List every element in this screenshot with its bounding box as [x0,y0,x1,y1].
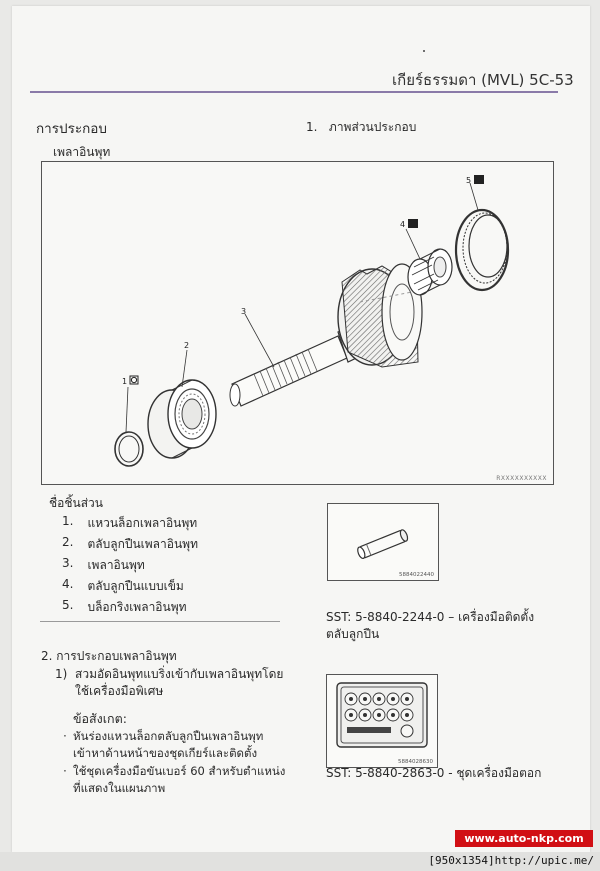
callout-5: 5 [466,176,472,185]
note-line-2: เข้าหาด้านหน้าของชุดเกียร์และติดตั้ง [73,746,258,760]
step-heading [306,118,416,137]
callout-2: 2 [184,341,190,350]
page-header-title: เกียร์ธรรมดา (MVL) 5C-53 [392,71,574,89]
parts-list-item [62,598,198,619]
sst-installer-figure [327,503,439,581]
page-speck [423,50,425,52]
note-item [57,763,297,797]
part-label: แหวนล็อกเพลาอินพุท [87,516,198,530]
step-heading-text: ภาพส่วนประกอบ [328,120,417,134]
note-line-2: ที่แสดงในแผนภาพ [73,781,166,795]
driver-kit-drawing [327,675,437,767]
section-subtitle: เพลาอินพุท [53,145,111,159]
note-item [57,728,297,762]
exploded-view-drawing [42,162,553,484]
sst-installer-caption: SST: 5-8840-2244-0 – เครื่องมือติดตั้งตลับลูกปืน [326,610,535,641]
part-label: บล็อกริงเพลาอินพุท [87,600,187,614]
needle-bearing-part [408,249,452,295]
parts-list-item [62,556,198,577]
note-bullet: · [63,764,67,778]
part-number: 1. [62,514,74,528]
lock-ring-part [115,432,143,466]
parts-list [62,514,198,619]
watermark-url-link[interactable]: www.auto-nkp.com [455,830,593,847]
sst-driver-kit-caption: SST: 5-8840-2863-0 - ชุดเครื่องมือตอก [326,766,542,780]
sst-driver-kit-figure [326,674,438,768]
parts-list-item [62,577,198,598]
parts-divider [40,621,280,622]
step-heading-number: 1. [306,120,318,134]
blocking-ring-part [456,210,508,290]
footer-source-text: [950x1354]http://upic.me/ [428,854,594,867]
parts-list-item [62,514,198,535]
procedure-step-number: 1) [55,667,68,681]
part-number: 5. [62,598,74,612]
exploded-view-figure [41,161,554,485]
part-label: ตลับลูกปืนเพลาอินพุท [87,537,198,551]
callout-1: 1 [122,377,128,386]
part-number: 3. [62,556,74,570]
section-title: การประกอบ [36,121,107,137]
figure-code: RXXXXXXXXXX [496,475,547,482]
part-number: 4. [62,577,74,591]
sst-installer-code: 5884022440 [399,572,434,578]
note-heading: ข้อสังเกต: [73,711,127,726]
callout-3: 3 [241,307,247,316]
part-label: ตลับลูกปืนแบบเข็ม [87,579,184,593]
parts-heading: ชื่อชิ้นส่วน [49,496,103,510]
sst-driver-kit-code: 5884028630 [398,759,433,765]
procedure-step-line-1: สวมอัดอินพุทแบริ่งเข้ากับเพลาอินพุทโดย [75,667,284,681]
parts-list-item [62,535,198,556]
part-number: 2. [62,535,74,549]
note-line-1: ใช้ชุดเครื่องมือขันเบอร์ 60 สำหรับตำแหน่ง [73,764,286,778]
note-line-1: หันร่องแหวนล็อกตลับลูกปืนเพลาอินพุท [73,729,264,743]
part-label: เพลาอินพุท [87,558,145,572]
procedure-step [55,666,283,700]
header-divider [30,91,558,93]
procedure-heading: 2. การประกอบเพลาอินพุท [41,649,177,663]
callout-4: 4 [400,220,406,229]
procedure-step-line-2: ใช้เครื่องมือพิเศษ [75,684,164,698]
bearing-installer-drawing [328,504,438,580]
note-bullet: · [63,729,67,743]
input-shaft-bearing-part [148,380,216,458]
